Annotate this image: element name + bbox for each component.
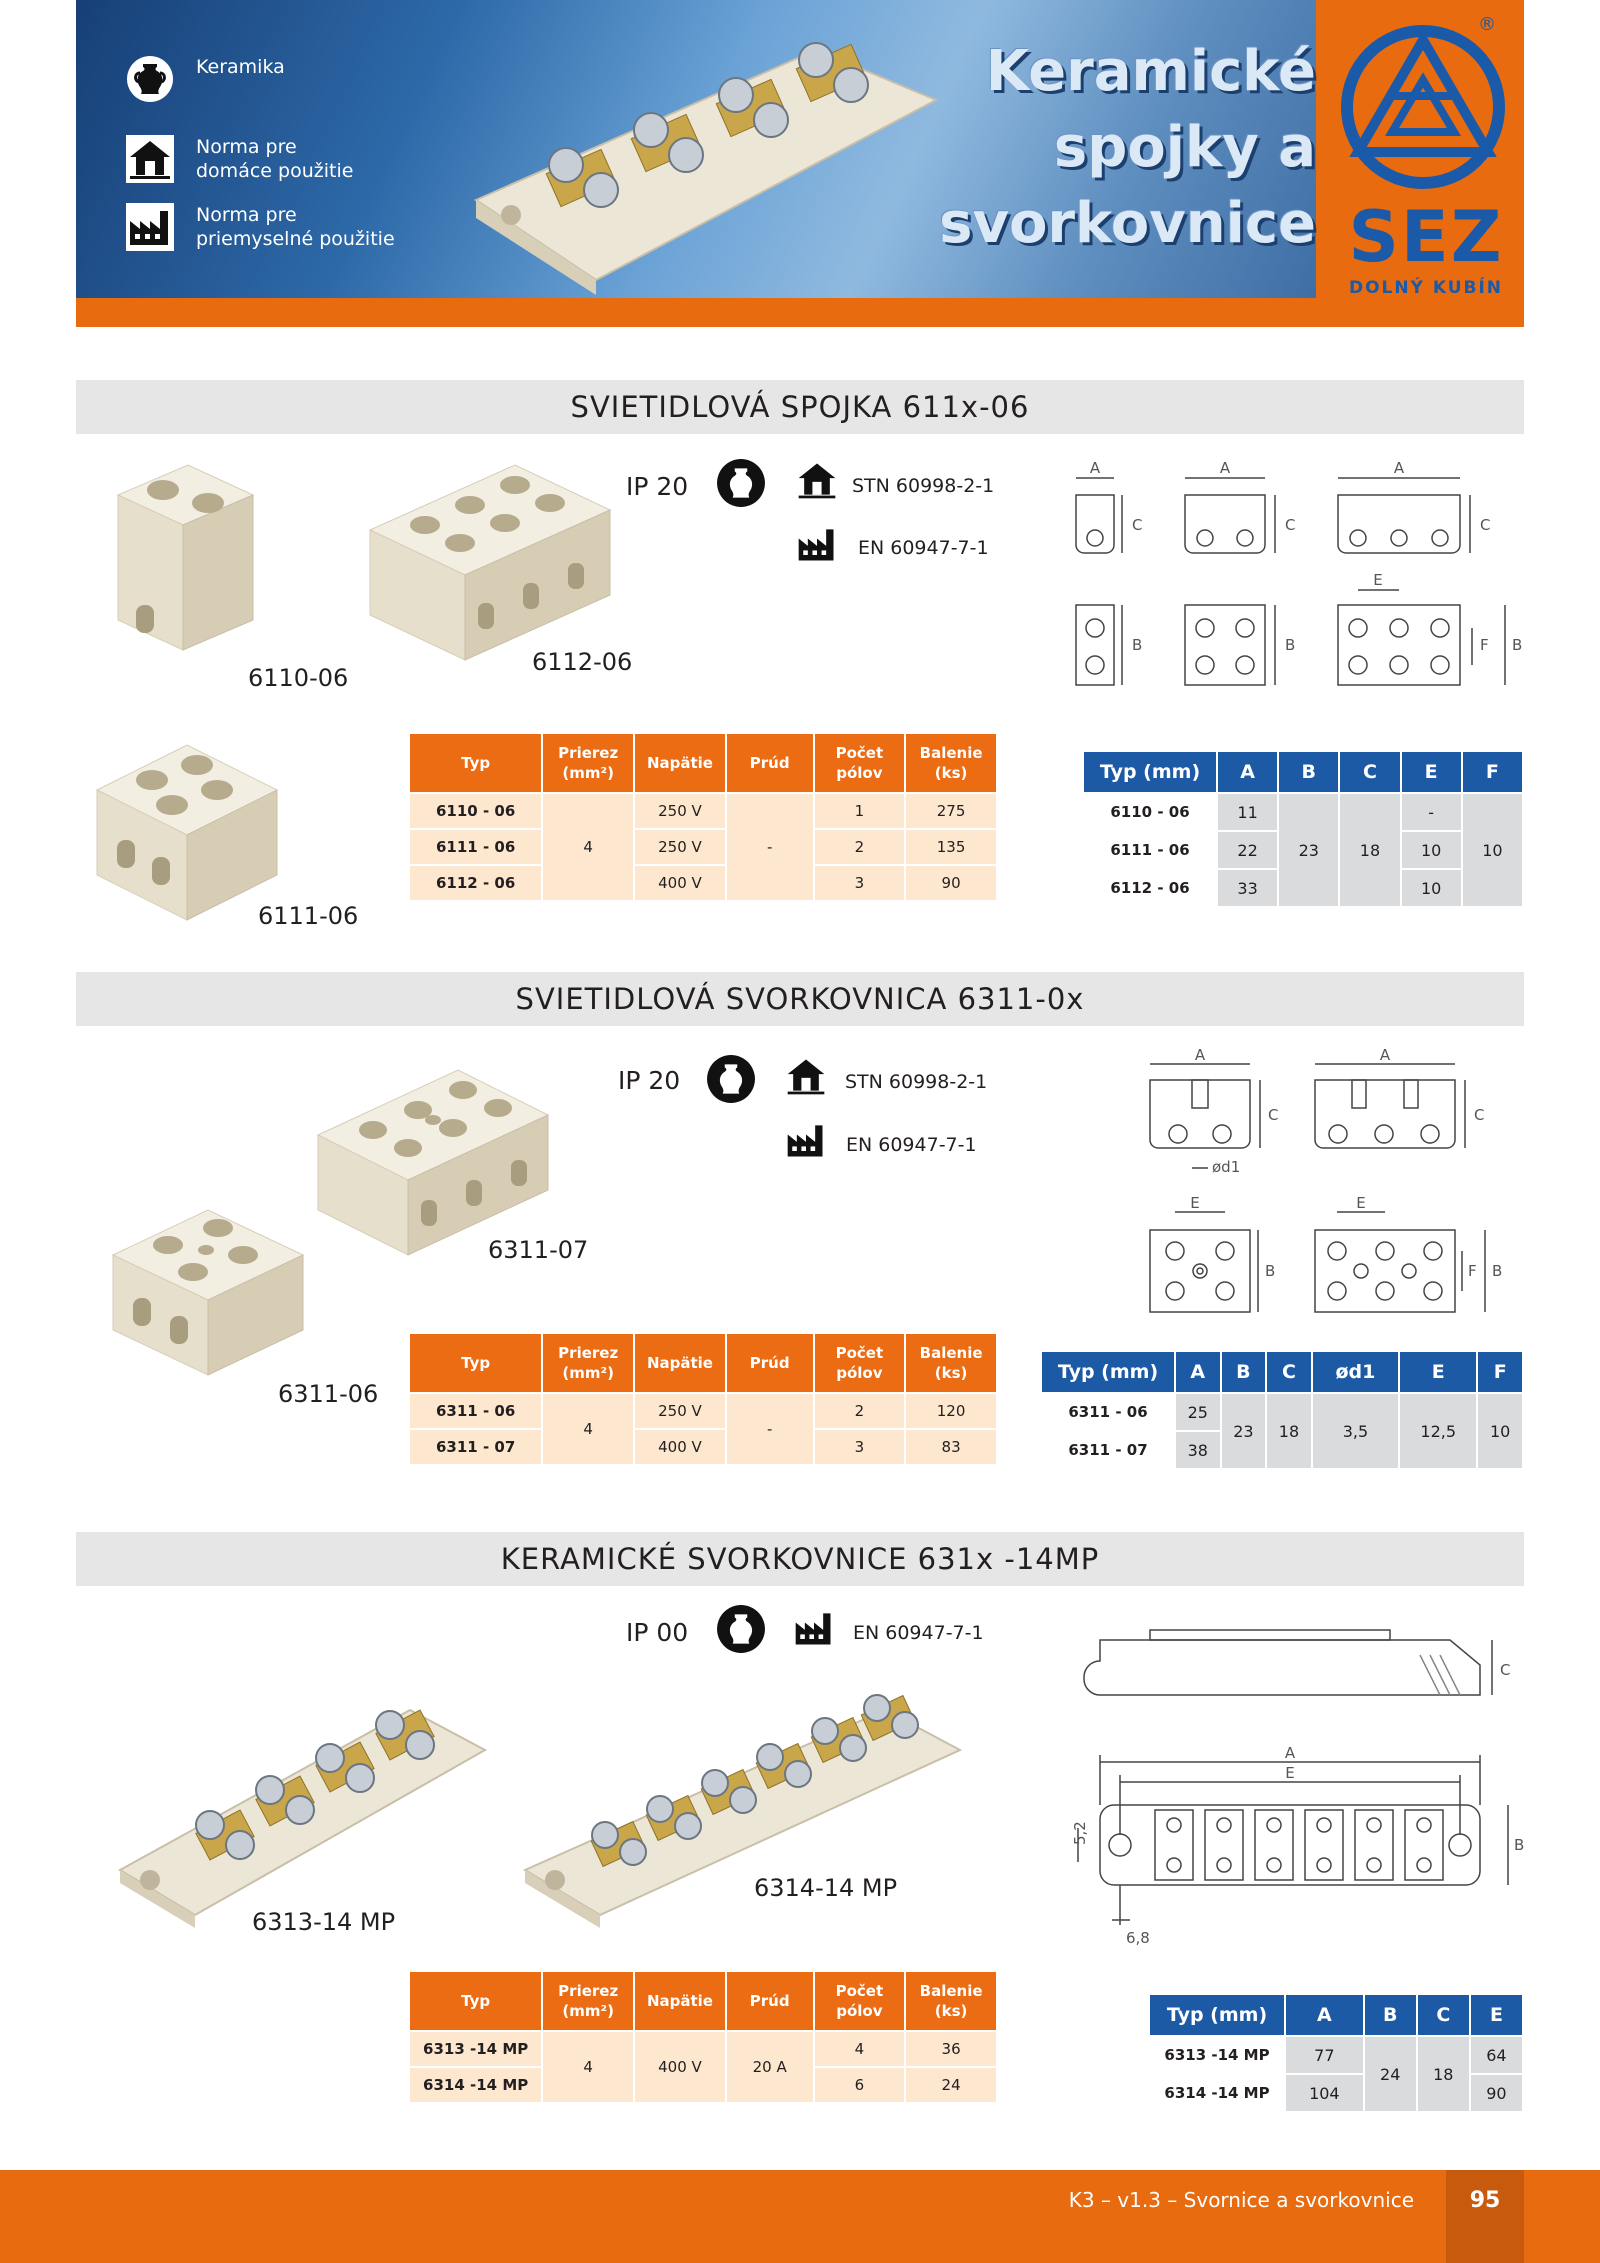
- dim-label-od1: ød1: [1212, 1158, 1241, 1176]
- table-cell: 25: [1176, 1394, 1220, 1430]
- table-cell: 6111 - 06: [410, 830, 541, 864]
- table-cell: 10: [1402, 870, 1461, 906]
- logo-text: SEZ: [1348, 196, 1504, 278]
- product-6314-14-mp-image: [515, 1690, 965, 1930]
- th-c: C: [1418, 1995, 1469, 2035]
- section-1-spec-table: [408, 732, 998, 902]
- section-2-standard-stn: STN 60998-2-1: [845, 1071, 988, 1093]
- factory-icon: [126, 203, 174, 251]
- table-cell: 6311 - 07: [1042, 1432, 1174, 1468]
- factory-icon: [795, 522, 839, 566]
- table-cell: 20 A: [727, 2032, 813, 2102]
- th-a: A: [1218, 752, 1277, 792]
- table-cell: 6313 -14 MP: [1150, 2037, 1284, 2073]
- banner-orange-strip: [76, 298, 1524, 327]
- dim-label-f: F: [1480, 636, 1489, 654]
- dim-label-b: B: [1512, 636, 1523, 654]
- th-prierez: Prierez (mm²): [543, 1334, 633, 1392]
- th-balenie: Balenie (ks): [906, 1334, 996, 1392]
- legend-industrial: [126, 203, 395, 251]
- section-3-ip-rating: IP 00: [626, 1618, 689, 1647]
- dim-label-b: B: [1285, 636, 1296, 654]
- product-6111-06-image: [92, 735, 282, 925]
- factory-icon: [792, 1606, 836, 1650]
- product-6110-06-image: [108, 455, 258, 655]
- section-1-standard-en: EN 60947-7-1: [858, 537, 989, 559]
- table-cell: 120: [906, 1394, 996, 1428]
- table-cell: 24: [906, 2068, 996, 2102]
- table-cell: 4: [543, 1394, 633, 1464]
- section-3-title: KERAMICKÉ SVORKOVNICE 631x -14MP: [500, 1542, 1100, 1576]
- legend-ceramic-text: Keramika: [196, 56, 285, 78]
- dim-label-5-2: 5,2: [1071, 1821, 1089, 1845]
- th-pocet-polov: Počet pólov: [815, 1972, 905, 2030]
- table-cell: 6311 - 06: [410, 1394, 541, 1428]
- product-code-6112-06: 6112-06: [532, 648, 633, 676]
- table-cell: -: [727, 794, 813, 900]
- section-2-header: [76, 972, 1524, 1026]
- table-cell: 90: [1471, 2075, 1522, 2111]
- table-cell: 90: [906, 866, 996, 900]
- section-2-title: SVIETIDLOVÁ SVORKOVNICA 6311-0x: [515, 982, 1085, 1016]
- dim-label-c: C: [1268, 1106, 1279, 1124]
- dim-label-f: F: [1468, 1262, 1477, 1280]
- table-cell: -: [1402, 794, 1461, 830]
- section-2-technical-drawing: [1140, 1040, 1530, 1320]
- table-cell: 64: [1471, 2037, 1522, 2073]
- dim-label-e: E: [1373, 571, 1383, 589]
- th-prud: Prúd: [727, 1972, 813, 2030]
- logo-subtitle: DOLNÝ KUBÍN: [1348, 278, 1504, 298]
- table-cell: 77: [1286, 2037, 1363, 2073]
- th-balenie: Balenie (ks): [906, 1972, 996, 2030]
- table-cell: 4: [543, 794, 633, 900]
- th-prud: Prúd: [727, 734, 813, 792]
- dim-label-c: C: [1285, 516, 1296, 534]
- dim-label-c: C: [1132, 516, 1143, 534]
- table-cell: 33: [1218, 870, 1277, 906]
- th-balenie: Balenie (ks): [906, 734, 996, 792]
- dim-label-a: A: [1194, 1046, 1206, 1064]
- section-3-standard-en: EN 60947-7-1: [853, 1622, 984, 1644]
- table-cell: 4: [815, 2032, 905, 2066]
- dim-label-c: C: [1480, 516, 1491, 534]
- vase-icon: [126, 55, 174, 103]
- dim-label-a: A: [1219, 459, 1231, 477]
- table-cell: 10: [1463, 794, 1522, 906]
- section-1-technical-drawing: [1070, 450, 1530, 700]
- th-napatie: Napätie: [635, 734, 725, 792]
- dim-label-b: B: [1265, 1262, 1276, 1280]
- dim-label-a: A: [1284, 1744, 1296, 1762]
- house-icon: [784, 1054, 828, 1098]
- product-code-6311-06: 6311-06: [278, 1380, 379, 1408]
- factory-icon: [784, 1118, 828, 1162]
- table-cell: 135: [906, 830, 996, 864]
- table-cell: 36: [906, 2032, 996, 2066]
- table-cell: 6112 - 06: [1084, 870, 1216, 906]
- th-c: C: [1267, 1352, 1311, 1392]
- table-cell: 6314 -14 MP: [1150, 2075, 1284, 2111]
- th-a: A: [1286, 1995, 1363, 2035]
- title-line-1: Keramické: [985, 39, 1316, 104]
- table-cell: 23: [1279, 794, 1338, 906]
- table-cell: 1: [815, 794, 905, 828]
- section-2-standard-en: EN 60947-7-1: [846, 1134, 977, 1156]
- th-e: E: [1402, 752, 1461, 792]
- th-prierez: Prierez (mm²): [543, 734, 633, 792]
- product-code-6311-07: 6311-07: [488, 1236, 589, 1264]
- vase-icon: [706, 1054, 756, 1104]
- dim-label-c: C: [1474, 1106, 1485, 1124]
- th-typ: Typ: [410, 734, 541, 792]
- section-2-spec-table: [408, 1332, 998, 1466]
- product-6112-06-image: [365, 455, 615, 665]
- th-e: E: [1400, 1352, 1476, 1392]
- table-cell: 83: [906, 1430, 996, 1464]
- th-typ: Typ: [410, 1972, 541, 2030]
- table-cell: 12,5: [1400, 1394, 1476, 1468]
- vase-icon: [716, 458, 766, 508]
- product-6311-06-image: [108, 1200, 308, 1380]
- table-cell: 3: [815, 1430, 905, 1464]
- th-b: B: [1222, 1352, 1266, 1392]
- product-code-6314-14-mp: 6314-14 MP: [754, 1874, 898, 1902]
- title-line-3: svorkovnice: [939, 191, 1316, 256]
- section-3-header: [76, 1532, 1524, 1586]
- sez-logo-emblem: [1338, 22, 1508, 192]
- vase-icon: [716, 1604, 766, 1654]
- th-f: F: [1463, 752, 1522, 792]
- th-typ-mm: Typ (mm): [1042, 1352, 1174, 1392]
- th-napatie: Napätie: [635, 1334, 725, 1392]
- dim-label-c: C: [1500, 1661, 1511, 1679]
- product-6311-07-image: [313, 1060, 553, 1260]
- dim-label-e: E: [1285, 1764, 1295, 1782]
- dim-label-6-8: 6,8: [1126, 1929, 1150, 1947]
- table-cell: 6314 -14 MP: [410, 2068, 541, 2102]
- section-1-standard-stn: STN 60998-2-1: [852, 475, 995, 497]
- section-3-technical-drawing: [1030, 1610, 1530, 1950]
- th-od1: ød1: [1313, 1352, 1398, 1392]
- dim-label-a: A: [1089, 459, 1101, 477]
- house-icon: [126, 135, 174, 183]
- th-c: C: [1340, 752, 1399, 792]
- th-b: B: [1365, 1995, 1416, 2035]
- table-cell: 6313 -14 MP: [410, 2032, 541, 2066]
- legend-domestic-text: Norma pre domáce použitie: [196, 136, 354, 182]
- table-cell: 275: [906, 794, 996, 828]
- dim-label-e: E: [1356, 1194, 1366, 1212]
- table-cell: 2: [815, 830, 905, 864]
- footer-text: K3 – v1.3 – Svornice a svorkovnice: [1068, 2188, 1414, 2212]
- table-cell: 18: [1418, 2037, 1469, 2111]
- section-1-header: [76, 380, 1524, 434]
- product-code-6313-14-mp: 6313-14 MP: [252, 1908, 396, 1936]
- dim-label-b: B: [1132, 636, 1143, 654]
- table-cell: 6110 - 06: [410, 794, 541, 828]
- table-cell: 18: [1340, 794, 1399, 906]
- table-cell: 3,5: [1313, 1394, 1398, 1468]
- table-cell: 6111 - 06: [1084, 832, 1216, 868]
- table-cell: 250 V: [635, 1394, 725, 1428]
- table-cell: 4: [543, 2032, 633, 2102]
- table-cell: 38: [1176, 1432, 1220, 1468]
- product-code-6111-06: 6111-06: [258, 902, 359, 930]
- section-1-title: SVIETIDLOVÁ SPOJKA 611x-06: [570, 390, 1030, 424]
- table-cell: 3: [815, 866, 905, 900]
- th-e: E: [1471, 1995, 1522, 2035]
- section-1-ip-rating: IP 20: [626, 472, 689, 501]
- section-3-spec-table: [408, 1970, 998, 2104]
- header-banner: [76, 0, 1524, 327]
- table-cell: -: [727, 1394, 813, 1464]
- legend-domestic: [126, 135, 353, 183]
- th-f: F: [1478, 1352, 1522, 1392]
- section-1-dimension-table: [1082, 750, 1524, 908]
- title-line-2: spojky a: [1053, 115, 1316, 180]
- table-cell: 400 V: [635, 2032, 725, 2102]
- table-cell: 400 V: [635, 866, 725, 900]
- table-cell: 6: [815, 2068, 905, 2102]
- house-icon: [795, 458, 839, 502]
- table-cell: 10: [1402, 832, 1461, 868]
- product-6313-14-mp-image: [110, 1680, 490, 1930]
- th-pocet-polov: Počet pólov: [815, 1334, 905, 1392]
- table-cell: 2: [815, 1394, 905, 1428]
- table-cell: 10: [1478, 1394, 1522, 1468]
- footer-bar: [0, 2170, 1600, 2263]
- th-pocet-polov: Počet pólov: [815, 734, 905, 792]
- legend-ceramic: [126, 55, 285, 103]
- th-napatie: Napätie: [635, 1972, 725, 2030]
- table-cell: 6112 - 06: [410, 866, 541, 900]
- dim-label-a: A: [1379, 1046, 1391, 1064]
- page-number-box: [1446, 2170, 1524, 2263]
- table-cell: 23: [1222, 1394, 1266, 1468]
- dim-label-b: B: [1492, 1262, 1503, 1280]
- th-typ: Typ: [410, 1334, 541, 1392]
- table-cell: 400 V: [635, 1430, 725, 1464]
- section-2-dimension-table: [1040, 1350, 1524, 1470]
- th-b: B: [1279, 752, 1338, 792]
- th-a: A: [1176, 1352, 1220, 1392]
- table-cell: 11: [1218, 794, 1277, 830]
- page-number: 95: [1469, 2188, 1501, 2213]
- section-2-ip-rating: IP 20: [618, 1066, 681, 1095]
- legend-industrial-text: Norma pre priemyselné použitie: [196, 204, 395, 250]
- table-cell: 24: [1365, 2037, 1416, 2111]
- table-cell: 6110 - 06: [1084, 794, 1216, 830]
- page-title: [876, 34, 1316, 262]
- table-cell: 104: [1286, 2075, 1363, 2111]
- table-cell: 22: [1218, 832, 1277, 868]
- table-cell: 250 V: [635, 794, 725, 828]
- dim-label-e: E: [1190, 1194, 1200, 1212]
- section-3-dimension-table: [1148, 1993, 1524, 2113]
- th-typ-mm: Typ (mm): [1084, 752, 1216, 792]
- dim-label-a: A: [1393, 459, 1405, 477]
- dim-label-b: B: [1514, 1836, 1525, 1854]
- th-prud: Prúd: [727, 1334, 813, 1392]
- table-cell: 6311 - 07: [410, 1430, 541, 1464]
- table-cell: 18: [1267, 1394, 1311, 1468]
- th-prierez: Prierez (mm²): [543, 1972, 633, 2030]
- th-typ-mm: Typ (mm): [1150, 1995, 1284, 2035]
- table-cell: 6311 - 06: [1042, 1394, 1174, 1430]
- table-cell: 250 V: [635, 830, 725, 864]
- registered-mark: ®: [1478, 14, 1496, 35]
- product-code-6110-06: 6110-06: [248, 664, 349, 692]
